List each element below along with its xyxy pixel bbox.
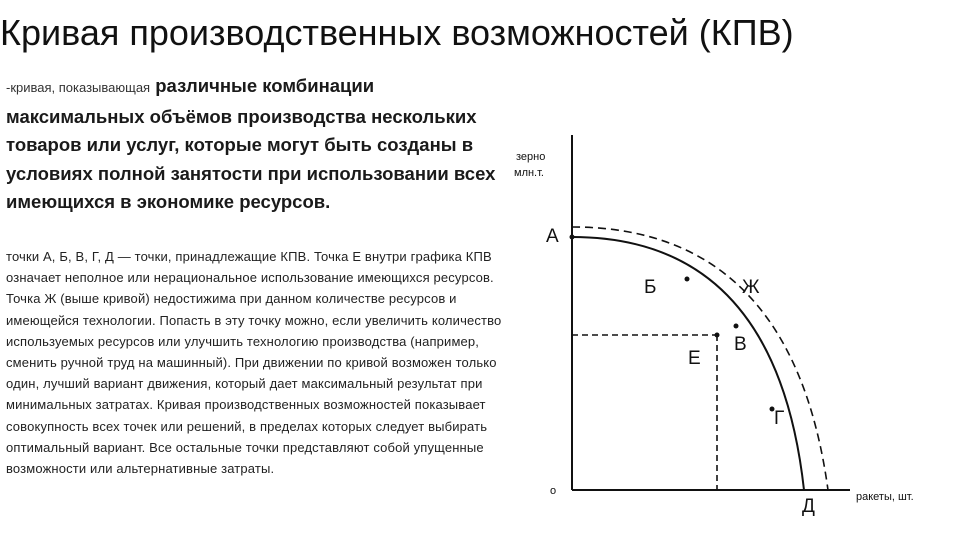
point-a-dot [570, 235, 575, 240]
point-d-label: Д [802, 496, 815, 517]
x-axis-label: ракеты, шт. [856, 491, 914, 503]
point-zh-dot [734, 324, 739, 329]
y-axis-label-1: зерно [516, 151, 546, 163]
definition-body: различные комбинации максимальных объёмов производства нескольких товаров или услуг, которые могут быть созданы в условиях полной занятости при использовании всех имеющихся в экономике ресурсов. [6, 75, 496, 212]
origin-label: о [550, 485, 557, 497]
definition-lead: -кривая, показывающая [6, 80, 151, 95]
point-a-label: А [546, 226, 559, 247]
point-v-dot [715, 333, 720, 338]
point-v-label: В [734, 334, 747, 355]
point-zh-label: Ж [742, 277, 760, 298]
point-b-dot [685, 277, 690, 282]
explanation-text: точки А, Б, В, Г, Д — точки, принадлежащие КПВ. Точка Е внутри графика КПВ означает неполное или нерациональное использование имеющихся ресурсов. Точка Ж (выше кривой) недостижима при данном количестве ресурсов и имеющейся технологии. Попасть в эту точку можно, если увеличить количество используемых ресурсов или улучшить технологию производства (например, сменить ручной труд на машинный). При движении по кривой возможен только один, лучший вариант движения, который дает максимальный результат при минимальных затратах. Кривая производственных возможностей показывает совокупность всех точек или решений, в пределах которых следует выбирать оптимальный вариант. Все остальные точки представляют собой упущенные возможности или альтернативные затраты. [6, 249, 502, 477]
y-axis-label-2: млн.т. [514, 167, 544, 179]
ppf-diagram [510, 130, 960, 530]
point-g-label: Г [774, 408, 785, 429]
slide-title: Кривая производственных возможностей (КПВ) [0, 12, 794, 53]
definition-text [6, 72, 501, 217]
point-e-label: Е [688, 348, 701, 369]
point-b-label: Б [644, 277, 657, 298]
